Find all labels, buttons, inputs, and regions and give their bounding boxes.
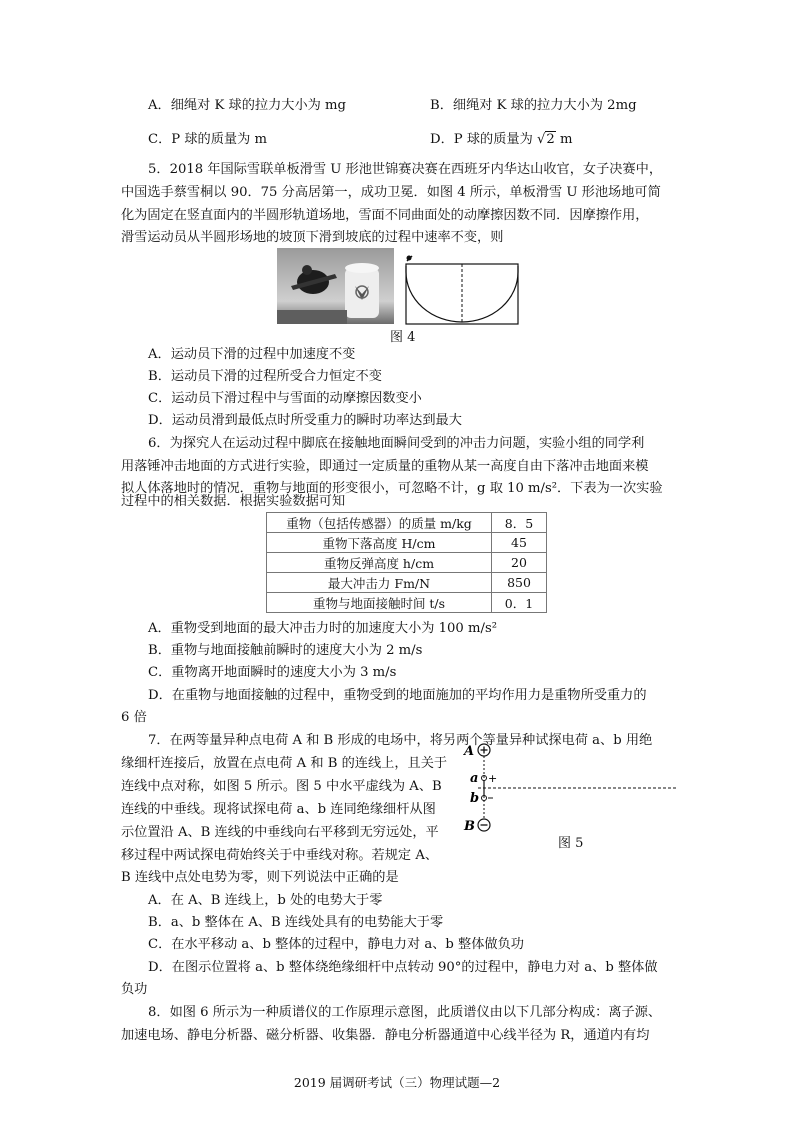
table-cell-value: 0．1 — [492, 593, 547, 613]
figure-4-label: 图 4 — [390, 330, 416, 345]
sqrt-symbol: √2 — [536, 132, 555, 147]
table-cell-value: 45 — [492, 533, 547, 553]
q7-line-2: 缘细杆连接后，放置在点电荷 A 和 B 的连线上，且关于 — [121, 756, 448, 771]
table-row — [267, 513, 547, 533]
label-B: B — [464, 819, 475, 834]
q7-line-7: B 连线中点处电势为零，则下列说法中正确的是 — [121, 870, 399, 885]
table-cell-quantity: 重物反弹高度 h/cm — [267, 553, 492, 573]
table-row — [267, 593, 547, 613]
q6-option-d: D．在重物与地面接触的过程中，重物受到的地面施加的平均作用力是重物所受重力的 — [148, 688, 647, 703]
q6-line-3: 拟人体落地时的情况．重物与地面的形变很小，可忽略不计，g 取 10 m/s²．下表为一次实验 — [121, 481, 663, 496]
q5-option-c: C．运动员下滑过程中与雪面的动摩擦因数变小 — [148, 391, 422, 406]
q8-line-2: 加速电场、静电分析器、磁分析器、收集器．静电分析器通道中心线半径为 R，通道内有均 — [121, 1028, 650, 1043]
q7-line-5: 示位置沿 A、B 连线的中垂线向右平移到无穷远处，平 — [121, 825, 439, 840]
charge-diagram — [458, 740, 683, 836]
q5-option-a: A．运动员下滑的过程中加速度不变 — [148, 347, 356, 362]
q7-option-d-cont: 负功 — [121, 982, 148, 997]
q6-option-a: A．重物受到地面的最大冲击力时的加速度大小为 100 m/s² — [148, 621, 498, 636]
q5-line-4: 滑雪运动员从半圆形场地的坡顶下滑到坡底的过程中速率不变，则 — [121, 230, 504, 245]
q4-option-b: B．细绳对 K 球的拉力大小为 2mg — [430, 98, 637, 113]
q5-line-1: 5．2018 年国际雪联单板滑雪 U 形池世锦赛决赛在西班牙内华达山收官，女子决赛中， — [148, 162, 663, 177]
u-pipe-diagram — [400, 250, 525, 326]
table-cell-value: 20 — [492, 553, 547, 573]
q4-option-d-suffix: m — [555, 132, 573, 147]
experiment-data-table — [266, 512, 547, 613]
table-cell-quantity: 最大冲击力 Fm/N — [267, 573, 492, 593]
q6-option-c: C．重物离开地面瞬时的速度大小为 3 m/s — [148, 665, 397, 680]
q4-option-c: C．P 球的质量为 m — [148, 132, 267, 147]
q6-line-4: 过程中的相关数据．根据实验数据可知 — [121, 494, 346, 509]
q7-option-b: B．a、b 整体在 A、B 连线处具有的电势能大于零 — [148, 915, 444, 930]
table-cell-quantity: 重物与地面接触时间 t/s — [267, 593, 492, 613]
q5-line-3: 化为固定在竖直面内的半圆形轨道场地，雪面不同曲面处的动摩擦因数不同．因摩擦作用， — [121, 208, 649, 223]
label-b: b — [470, 791, 480, 806]
q7-line-6: 移过程中两试探电荷始终关于中垂线对称。若规定 A、 — [121, 848, 439, 863]
q7-option-a: A．在 A、B 连线上，b 处的电势大于零 — [148, 893, 383, 908]
q6-option-b: B．重物与地面接触前瞬时的速度大小为 2 m/s — [148, 643, 423, 658]
q6-line-1: 6．为探究人在运动过程中脚底在接触地面瞬间受到的冲击力问题，实验小组的同学利 — [148, 436, 645, 451]
table-cell-value: 8．5 — [492, 513, 547, 533]
q6-line-2: 用落锤冲击地面的方式进行实验，即通过一定质量的重物从某一高度自由下落冲击地面来模 — [121, 459, 649, 474]
sqrt-radicand: 2 — [546, 132, 555, 147]
page-footer: 2019 届调研考试（三）物理试题—2 — [293, 1075, 501, 1090]
q8-line-1: 8．如图 6 所示为一种质谱仪的工作原理示意图，此质谱仪由以下几部分构成：离子源、 — [148, 1005, 662, 1020]
q5-option-d: D．运动员滑到最低点时所受重力的瞬时功率达到最大 — [148, 413, 462, 428]
q7-line-4: 连线的中垂线。现将试探电荷 a、b 连同绝缘细杆从图 — [121, 802, 436, 817]
q4-option-d — [430, 130, 572, 150]
q4-option-a: A．细绳对 K 球的拉力大小为 mg — [148, 98, 346, 113]
q7-option-d: D．在图示位置将 a、b 整体绕绝缘细杆中点转动 90°的过程中，静电力对 a、b 整体做 — [148, 960, 658, 975]
label-a: a — [470, 771, 479, 786]
q7-option-c: C．在水平移动 a、b 整体的过程中，静电力对 a、b 整体做负功 — [148, 937, 524, 952]
label-A: A — [464, 744, 475, 759]
q5-line-2: 中国选手蔡雪桐以 90．75 分高居第一，成功卫冕．如图 4 所示，单板滑雪 U 形池场地可简 — [121, 185, 661, 200]
figure-5-label: 图 5 — [558, 836, 584, 851]
table-row — [267, 553, 547, 573]
table-cell-quantity: 重物（包括传感器）的质量 m/kg — [267, 513, 492, 533]
q7-line-1: 7．在两等量异种点电荷 A 和 B 形成的电场中，将另两个等量异种试探电荷 a、b 用绝 — [148, 733, 653, 748]
table-cell-quantity: 重物下落高度 H/cm — [267, 533, 492, 553]
q5-option-b: B．运动员下滑的过程所受合力恒定不变 — [148, 369, 382, 384]
snowboard-photo — [277, 248, 394, 324]
svg-text:+: + — [488, 772, 498, 785]
table-row — [267, 533, 547, 553]
table-cell-value: 850 — [492, 573, 547, 593]
q4-option-d-prefix: D．P 球的质量为 — [430, 132, 533, 147]
q6-option-d-cont: 6 倍 — [121, 710, 147, 725]
table-row — [267, 573, 547, 593]
q7-line-3: 连线中点对称，如图 5 所示。图 5 中水平虚线为 A、B — [121, 779, 442, 794]
